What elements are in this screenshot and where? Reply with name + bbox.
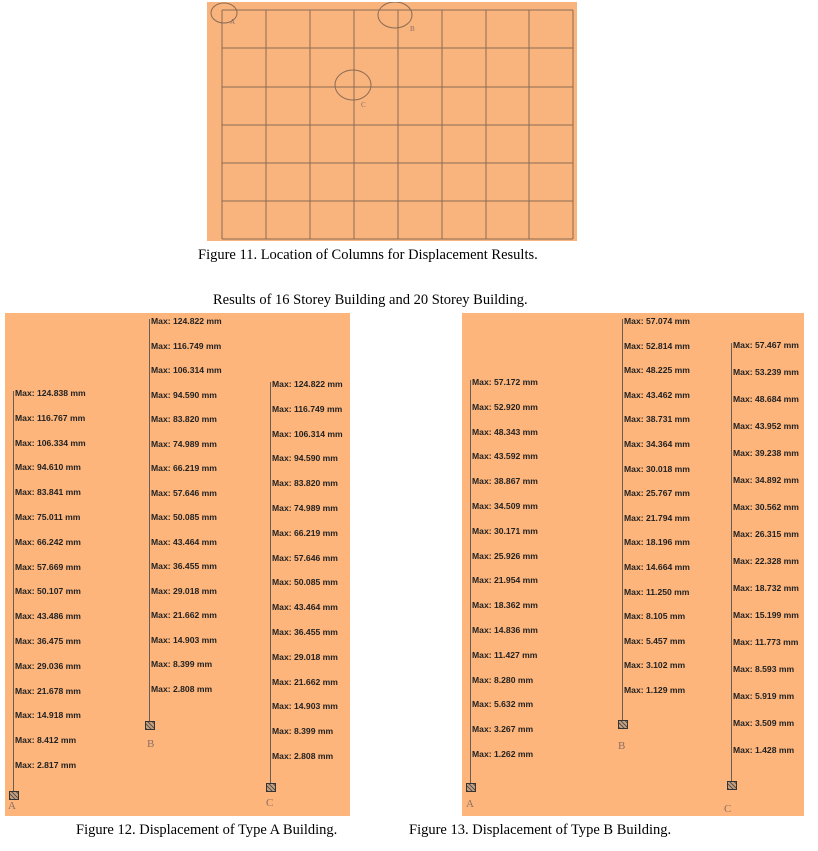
displacement-label: Max: 18.732 mm bbox=[733, 583, 799, 593]
displacement-label: Max: 22.328 mm bbox=[733, 556, 799, 566]
column-b-marker-circle bbox=[378, 2, 412, 28]
displacement-label: Max: 8.593 mm bbox=[733, 664, 795, 674]
displacement-label: Max: 57.172 mm bbox=[472, 377, 538, 387]
column-label-b: B bbox=[147, 738, 155, 750]
grid-lines bbox=[222, 10, 573, 239]
displacement-label: Max: 3.267 mm bbox=[472, 724, 534, 735]
displacement-label: Max: 8.280 mm bbox=[472, 674, 534, 685]
displacement-label: Max: 8.399 mm bbox=[151, 659, 213, 669]
displacement-label: Max: 11.427 mm bbox=[472, 649, 538, 660]
displacement-label: Max: 29.018 mm bbox=[272, 651, 338, 662]
displacement-label: Max: 25.767 mm bbox=[624, 488, 690, 499]
displacement-label: Max: 83.820 mm bbox=[151, 414, 217, 424]
column-support-icon bbox=[266, 783, 276, 792]
displacement-label: Max: 124.822 mm bbox=[272, 379, 343, 389]
displacement-label: Max: 30.018 mm bbox=[624, 463, 690, 474]
displacement-label: Max: 25.926 mm bbox=[472, 550, 538, 561]
displacement-label: Max: 30.562 mm bbox=[733, 502, 799, 512]
plan-grid bbox=[207, 2, 577, 241]
displacement-label: Max: 83.841 mm bbox=[15, 487, 81, 498]
displacement-label: Max: 38.867 mm bbox=[472, 476, 538, 487]
column-label-a: A bbox=[8, 800, 16, 812]
displacement-label: Max: 3.509 mm bbox=[733, 718, 795, 728]
displacement-label: Max: 14.903 mm bbox=[272, 701, 338, 712]
type-a-displacement-panel bbox=[5, 313, 350, 816]
column-location-plan bbox=[207, 2, 577, 241]
column-support-icon bbox=[618, 720, 628, 729]
displacement-label: Max: 43.464 mm bbox=[272, 602, 338, 613]
displacement-label: Max: 1.262 mm bbox=[472, 749, 534, 759]
displacement-label: Max: 38.731 mm bbox=[624, 414, 690, 425]
displacement-label: Max: 26.315 mm bbox=[733, 529, 799, 539]
column-b-line bbox=[622, 319, 623, 720]
column-label-c: C bbox=[266, 797, 274, 809]
displacement-label: Max: 2.817 mm bbox=[15, 760, 77, 770]
column-c-marker-circle bbox=[335, 70, 371, 100]
displacement-label: Max: 1.129 mm bbox=[624, 685, 686, 695]
displacement-label: Max: 15.199 mm bbox=[733, 610, 799, 620]
displacement-label: Max: 29.018 mm bbox=[151, 585, 217, 596]
displacement-label: Max: 43.592 mm bbox=[472, 451, 538, 462]
displacement-label: Max: 3.102 mm bbox=[624, 660, 686, 671]
column-support-icon bbox=[145, 721, 155, 730]
displacement-label: Max: 36.455 mm bbox=[151, 561, 217, 571]
plan-marker-b: B bbox=[410, 25, 415, 33]
displacement-label: Max: 48.684 mm bbox=[733, 394, 799, 404]
displacement-label: Max: 48.343 mm bbox=[472, 426, 538, 437]
displacement-label: Max: 106.314 mm bbox=[151, 365, 222, 375]
displacement-label: Max: 74.989 mm bbox=[151, 438, 217, 449]
displacement-label: Max: 94.590 mm bbox=[272, 453, 338, 464]
displacement-label: Max: 106.334 mm bbox=[15, 437, 86, 448]
column-b-line bbox=[149, 319, 150, 721]
displacement-label: Max: 116.749 mm bbox=[272, 403, 343, 414]
displacement-label: Max: 14.918 mm bbox=[15, 710, 81, 721]
displacement-label: Max: 21.954 mm bbox=[472, 575, 538, 586]
displacement-label: Max: 11.250 mm bbox=[624, 586, 690, 597]
displacement-label: Max: 124.822 mm bbox=[151, 316, 222, 326]
displacement-label: Max: 52.920 mm bbox=[472, 401, 538, 412]
displacement-label: Max: 106.314 mm bbox=[272, 428, 343, 439]
displacement-label: Max: 5.457 mm bbox=[624, 635, 686, 646]
displacement-label: Max: 57.467 mm bbox=[733, 340, 799, 350]
displacement-label: Max: 43.486 mm bbox=[15, 611, 81, 622]
displacement-label: Max: 18.362 mm bbox=[472, 600, 538, 611]
displacement-label: Max: 124.838 mm bbox=[15, 388, 86, 398]
type-b-displacement-panel bbox=[462, 313, 804, 816]
displacement-label: Max: 34.892 mm bbox=[733, 475, 799, 485]
displacement-label: Max: 66.242 mm bbox=[15, 536, 81, 547]
displacement-label: Max: 21.662 mm bbox=[151, 610, 217, 620]
column-a-line bbox=[13, 391, 14, 791]
displacement-label: Max: 75.011 mm bbox=[15, 512, 81, 522]
displacement-label: Max: 34.364 mm bbox=[624, 439, 690, 449]
displacement-label: Max: 94.590 mm bbox=[151, 389, 217, 400]
displacement-label: Max: 57.074 mm bbox=[624, 316, 690, 326]
displacement-label: Max: 14.903 mm bbox=[151, 634, 217, 645]
displacement-label: Max: 43.952 mm bbox=[733, 421, 799, 431]
figure13-caption: Figure 13. Displacement of Type B Building. bbox=[409, 822, 672, 838]
displacement-label: Max: 8.105 mm bbox=[624, 611, 686, 622]
plan-marker-a: A bbox=[230, 18, 236, 26]
figure12-caption: Figure 12. Displacement of Type A Building. bbox=[76, 822, 338, 838]
column-support-icon bbox=[466, 783, 476, 792]
displacement-label: Max: 5.632 mm bbox=[472, 699, 534, 710]
displacement-label: Max: 11.773 mm bbox=[733, 637, 799, 647]
displacement-label: Max: 36.475 mm bbox=[15, 636, 81, 646]
figure11-caption: Figure 11. Location of Columns for Displacement Results. bbox=[198, 247, 538, 263]
displacement-label: Max: 48.225 mm bbox=[624, 365, 690, 376]
column-c-line bbox=[270, 382, 271, 783]
displacement-label: Max: 39.238 mm bbox=[733, 448, 799, 458]
displacement-label: Max: 43.462 mm bbox=[624, 389, 690, 400]
column-label-b: B bbox=[618, 740, 626, 752]
displacement-label: Max: 18.196 mm bbox=[624, 537, 690, 548]
column-c-line bbox=[731, 343, 732, 781]
displacement-label: Max: 36.455 mm bbox=[272, 627, 338, 637]
displacement-label: Max: 2.808 mm bbox=[151, 683, 213, 694]
displacement-label: Max: 43.464 mm bbox=[151, 536, 217, 547]
displacement-label: Max: 83.820 mm bbox=[272, 478, 338, 489]
displacement-label: Max: 57.646 mm bbox=[151, 487, 217, 498]
displacement-label: Max: 8.412 mm bbox=[15, 735, 77, 746]
displacement-label: Max: 116.767 mm bbox=[15, 412, 86, 423]
column-support-icon bbox=[727, 781, 737, 790]
displacement-label: Max: 21.678 mm bbox=[15, 685, 81, 696]
column-label-c: C bbox=[724, 803, 732, 815]
displacement-label: Max: 8.399 mm bbox=[272, 726, 334, 737]
displacement-label: Max: 50.085 mm bbox=[272, 577, 338, 588]
displacement-label: Max: 66.219 mm bbox=[272, 527, 338, 538]
displacement-label: Max: 50.085 mm bbox=[151, 512, 217, 522]
displacement-label: Max: 57.669 mm bbox=[15, 561, 81, 572]
displacement-label: Max: 14.664 mm bbox=[624, 562, 690, 572]
displacement-label: Max: 66.219 mm bbox=[151, 463, 217, 473]
section-heading: Results of 16 Storey Building and 20 Storey Building. bbox=[213, 292, 528, 308]
displacement-label: Max: 94.610 mm bbox=[15, 462, 81, 473]
plan-marker-c: C bbox=[361, 101, 366, 109]
displacement-label: Max: 30.171 mm bbox=[472, 525, 538, 536]
displacement-label: Max: 57.646 mm bbox=[272, 552, 338, 563]
displacement-label: Max: 116.749 mm bbox=[151, 340, 222, 351]
displacement-label: Max: 5.919 mm bbox=[733, 691, 795, 701]
displacement-label: Max: 34.509 mm bbox=[472, 501, 538, 511]
column-label-a: A bbox=[466, 798, 474, 810]
displacement-label: Max: 53.239 mm bbox=[733, 367, 799, 377]
displacement-label: Max: 50.107 mm bbox=[15, 586, 81, 597]
displacement-label: Max: 52.814 mm bbox=[624, 340, 690, 351]
displacement-label: Max: 14.836 mm bbox=[472, 625, 538, 635]
displacement-label: Max: 74.989 mm bbox=[272, 503, 338, 513]
displacement-label: Max: 21.794 mm bbox=[624, 512, 690, 523]
column-a-line bbox=[470, 380, 471, 783]
displacement-label: Max: 1.428 mm bbox=[733, 745, 795, 755]
column-support-icon bbox=[9, 791, 19, 800]
displacement-label: Max: 29.036 mm bbox=[15, 660, 81, 671]
displacement-label: Max: 21.662 mm bbox=[272, 676, 338, 687]
displacement-label: Max: 2.808 mm bbox=[272, 751, 334, 761]
